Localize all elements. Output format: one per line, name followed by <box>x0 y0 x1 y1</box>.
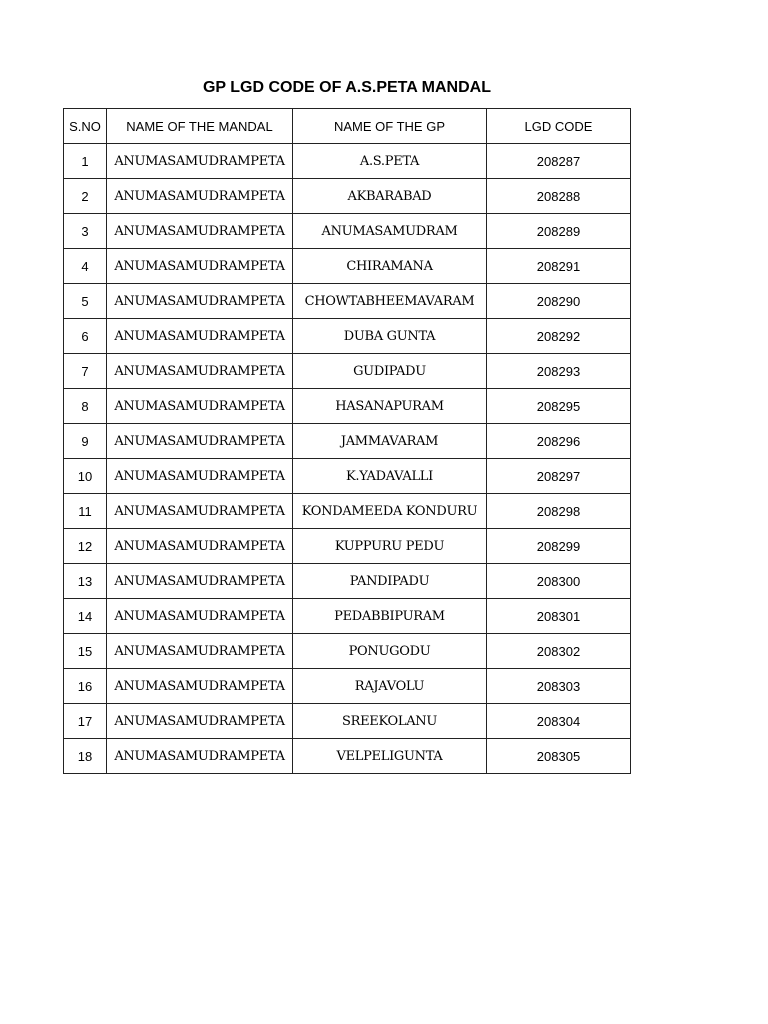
cell-gp-name: KUPPURU PEDU <box>293 529 487 564</box>
cell-mandal-name: ANUMASAMUDRAMPETA <box>107 494 293 529</box>
table-row <box>64 249 631 284</box>
cell-lgd-code: 208295 <box>487 389 631 424</box>
cell-gp-name: KONDAMEEDA KONDURU <box>293 494 487 529</box>
cell-lgd-code: 208303 <box>487 669 631 704</box>
cell-gp-name: RAJAVOLU <box>293 669 487 704</box>
cell-gp-name: CHOWTABHEEMAVARAM <box>293 284 487 319</box>
cell-lgd-code: 208301 <box>487 599 631 634</box>
cell-sno: 12 <box>64 529 107 564</box>
cell-gp-name: DUBA GUNTA <box>293 319 487 354</box>
cell-mandal-name: ANUMASAMUDRAMPETA <box>107 634 293 669</box>
cell-lgd-code: 208289 <box>487 214 631 249</box>
cell-gp-name: K.YADAVALLI <box>293 459 487 494</box>
cell-sno: 2 <box>64 179 107 214</box>
table-row <box>64 179 631 214</box>
cell-lgd-code: 208287 <box>487 144 631 179</box>
cell-mandal-name: ANUMASAMUDRAMPETA <box>107 459 293 494</box>
header-lgd-code: LGD CODE <box>487 109 631 144</box>
cell-gp-name: GUDIPADU <box>293 354 487 389</box>
header-gp-name: NAME OF THE GP <box>293 109 487 144</box>
table-header-row <box>64 109 631 144</box>
lgd-code-table <box>63 108 631 774</box>
table-row <box>64 354 631 389</box>
table-row <box>64 599 631 634</box>
cell-sno: 16 <box>64 669 107 704</box>
cell-sno: 6 <box>64 319 107 354</box>
cell-sno: 11 <box>64 494 107 529</box>
cell-gp-name: SREEKOLANU <box>293 704 487 739</box>
cell-lgd-code: 208299 <box>487 529 631 564</box>
cell-sno: 1 <box>64 144 107 179</box>
cell-mandal-name: ANUMASAMUDRAMPETA <box>107 249 293 284</box>
cell-lgd-code: 208300 <box>487 564 631 599</box>
cell-sno: 17 <box>64 704 107 739</box>
cell-mandal-name: ANUMASAMUDRAMPETA <box>107 319 293 354</box>
table-row <box>64 564 631 599</box>
cell-lgd-code: 208304 <box>487 704 631 739</box>
header-mandal-name: NAME OF THE MANDAL <box>107 109 293 144</box>
cell-sno: 4 <box>64 249 107 284</box>
cell-gp-name: VELPELIGUNTA <box>293 739 487 774</box>
cell-sno: 9 <box>64 424 107 459</box>
cell-lgd-code: 208298 <box>487 494 631 529</box>
cell-sno: 15 <box>64 634 107 669</box>
page-title: GP LGD CODE OF A.S.PETA MANDAL <box>202 79 491 96</box>
table-row <box>64 389 631 424</box>
cell-mandal-name: ANUMASAMUDRAMPETA <box>107 179 293 214</box>
cell-lgd-code: 208291 <box>487 249 631 284</box>
cell-mandal-name: ANUMASAMUDRAMPETA <box>107 424 293 459</box>
table-row <box>64 214 631 249</box>
cell-lgd-code: 208288 <box>487 179 631 214</box>
table-row <box>64 704 631 739</box>
cell-lgd-code: 208290 <box>487 284 631 319</box>
cell-lgd-code: 208305 <box>487 739 631 774</box>
cell-lgd-code: 208293 <box>487 354 631 389</box>
cell-mandal-name: ANUMASAMUDRAMPETA <box>107 669 293 704</box>
table-body <box>64 144 631 774</box>
cell-sno: 8 <box>64 389 107 424</box>
cell-mandal-name: ANUMASAMUDRAMPETA <box>107 704 293 739</box>
cell-gp-name: JAMMAVARAM <box>293 424 487 459</box>
cell-lgd-code: 208297 <box>487 459 631 494</box>
cell-gp-name: CHIRAMANA <box>293 249 487 284</box>
table-row <box>64 669 631 704</box>
cell-lgd-code: 208292 <box>487 319 631 354</box>
cell-gp-name: AKBARABAD <box>293 179 487 214</box>
cell-sno: 18 <box>64 739 107 774</box>
cell-sno: 3 <box>64 214 107 249</box>
cell-gp-name: PEDABBIPURAM <box>293 599 487 634</box>
cell-mandal-name: ANUMASAMUDRAMPETA <box>107 739 293 774</box>
table-row <box>64 284 631 319</box>
cell-mandal-name: ANUMASAMUDRAMPETA <box>107 599 293 634</box>
table-row <box>64 494 631 529</box>
cell-gp-name: PONUGODU <box>293 634 487 669</box>
table-row <box>64 319 631 354</box>
cell-mandal-name: ANUMASAMUDRAMPETA <box>107 284 293 319</box>
cell-mandal-name: ANUMASAMUDRAMPETA <box>107 214 293 249</box>
cell-sno: 5 <box>64 284 107 319</box>
table-row <box>64 529 631 564</box>
cell-lgd-code: 208302 <box>487 634 631 669</box>
cell-mandal-name: ANUMASAMUDRAMPETA <box>107 144 293 179</box>
cell-lgd-code: 208296 <box>487 424 631 459</box>
cell-gp-name: ANUMASAMUDRAM <box>293 214 487 249</box>
table-row <box>64 739 631 774</box>
cell-sno: 14 <box>64 599 107 634</box>
table-row <box>64 424 631 459</box>
cell-gp-name: A.S.PETA <box>293 144 487 179</box>
cell-mandal-name: ANUMASAMUDRAMPETA <box>107 564 293 599</box>
cell-sno: 10 <box>64 459 107 494</box>
cell-gp-name: PANDIPADU <box>293 564 487 599</box>
cell-mandal-name: ANUMASAMUDRAMPETA <box>107 354 293 389</box>
table-row <box>64 144 631 179</box>
cell-gp-name: HASANAPURAM <box>293 389 487 424</box>
cell-sno: 7 <box>64 354 107 389</box>
cell-mandal-name: ANUMASAMUDRAMPETA <box>107 389 293 424</box>
table-row <box>64 634 631 669</box>
header-sno: S.NO <box>64 109 107 144</box>
table-row <box>64 459 631 494</box>
cell-mandal-name: ANUMASAMUDRAMPETA <box>107 529 293 564</box>
cell-sno: 13 <box>64 564 107 599</box>
